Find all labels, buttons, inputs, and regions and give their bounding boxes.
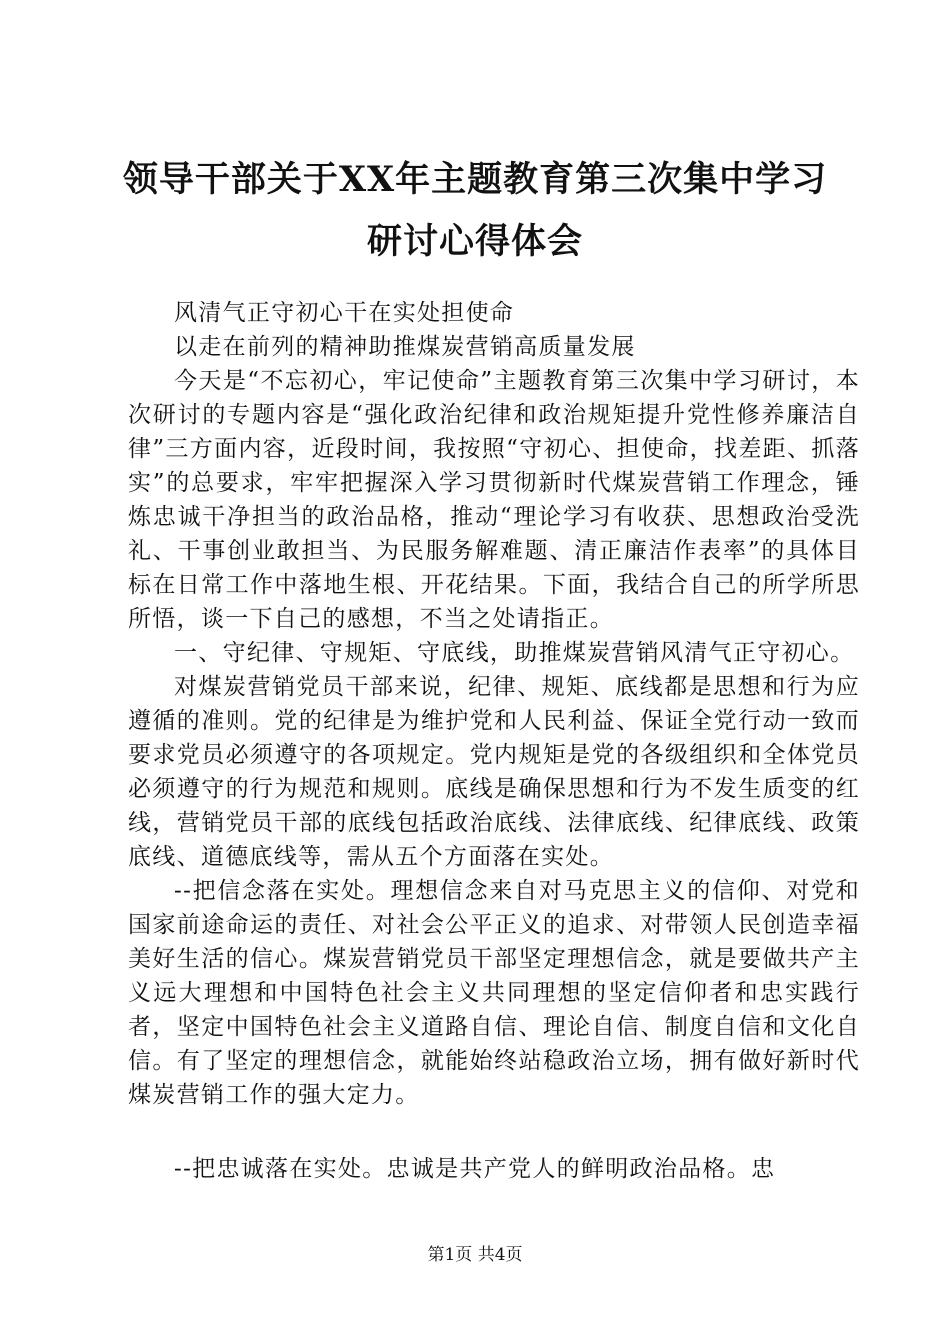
page-number-footer: 第1页 共4页 [427, 1245, 523, 1265]
body-paragraph-intro: 今天是“不忘初心，牢记使命”主题教育第三次集中学习研讨，本次研讨的专题内容是“强化政治纪律和政治规矩提升党性修养廉洁自律”三方面内容，近段时间，我按照“守初心、担使命，找差距、抓落实”的总要求，牢牢把握深入学习贯彻新时代煤炭营销工作理念，锤炼忠诚干净担当的政治品格，推动“理论学习有收获、思想政治受洗礼、干事创业敢担当、为民服务解难题、清正廉洁作表率”的具体目标在日常工作中落地生根、开花结果。下面，我结合自己的所学所思所悟，谈一下自己的感想，不当之处请指正。 [128, 368, 860, 632]
body-paragraph-loyalty: --把忠诚落在实处。忠诚是共产党人的鲜明政治品格。忠 [174, 1156, 776, 1182]
document-title-line-2: 研讨心得体会 [366, 221, 583, 262]
subtitle-line-1: 风清气正守初心干在实处担使命 [174, 300, 515, 326]
document-title-line-1: 领导干部关于XX年主题教育第三次集中学习 [122, 159, 828, 200]
body-paragraph-belief: --把信念落在实处。理想信念来自对马克思主义的信仰、对党和国家前途命运的责任、对社会公平正义的追求、对带领人民创造幸福美好生活的信心。煤炭营销党员干部坚定理想信念，就是要做共产主义远大理想和中国特色社会主义共同理想的坚定信仰者和忠实践行者，坚定中国特色社会主义道路自信、理论自信、制度自信和文化自信。有了坚定的理想信念，就能始终站稳政治立场，拥有做好新时代煤炭营销工作的强大定力。 [128, 878, 860, 1108]
document-body [128, 296, 860, 1186]
subtitle-line-2: 以走在前列的精神助推煤炭营销高质量发展 [174, 334, 636, 360]
body-paragraph-discipline: 对煤炭营销党员干部来说，纪律、规矩、底线都是思想和行为应遵循的准则。党的纪律是为维护党和人民利益、保证全党行动一致而要求党员必须遵守的各项规定。党内规矩是党的各级组织和全体党员必须遵守的行为规范和规则。底线是确保思想和行为不发生质变的红线，营销党员干部的底线包括政治底线、法律底线、纪律底线、政策底线、道德底线等，需从五个方面落在实处。 [128, 674, 860, 870]
section-heading-1: 一、守纪律、守规矩、守底线，助推煤炭营销风清气正守初心。 [174, 640, 855, 666]
